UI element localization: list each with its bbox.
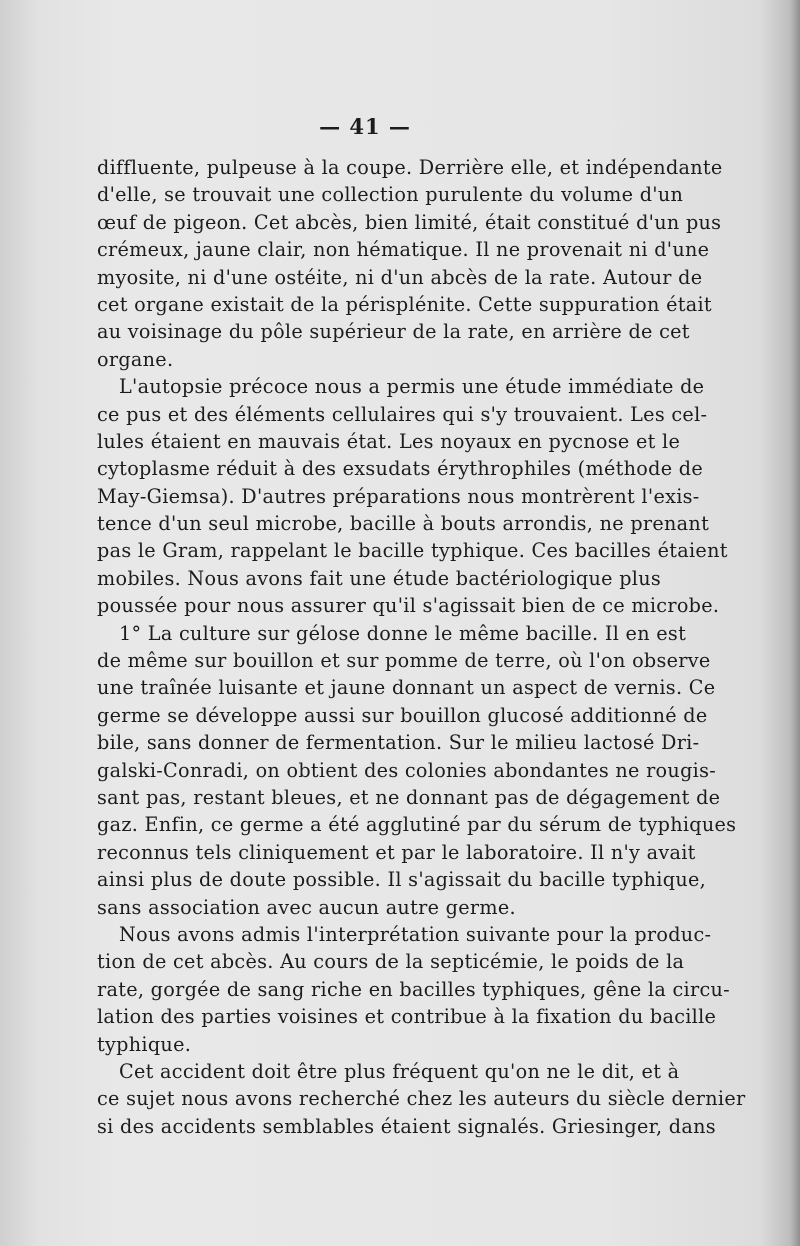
text-line: sant pas, restant bleues, et ne donnant pas de dégagement de <box>97 785 721 809</box>
text-line: ce sujet nous avons recherché chez les auteurs du siècle dernier <box>97 1087 746 1111</box>
text-line: diffluente, pulpeuse à la coupe. Derrière elle, et indépendante <box>97 156 723 179</box>
text-line: de même sur bouillon et sur pomme de terre, où l'on observe <box>97 649 711 673</box>
text-line: lation des parties voisines et contribue à la fixation du bacille <box>97 1005 717 1029</box>
text-line: cytoplasme réduit à des exsudats érythrophiles (méthode de <box>97 457 704 481</box>
paragraph-4 <box>97 921 730 1058</box>
text-line: myosite, ni d'une ostéite, ni d'un abcès de la rate. Autour de <box>97 265 703 289</box>
page-number: — 41 — <box>319 114 411 139</box>
body-text <box>97 154 746 1140</box>
paragraph-1 <box>97 154 723 373</box>
text-line: ce pus et des éléments cellulaires qui s'y trouvaient. Les cel- <box>97 402 708 426</box>
text-line: tence d'un seul microbe, bacille à bouts arrondis, ne prenant <box>97 512 710 536</box>
text-line: 1° La culture sur gélose donne le même bacille. Il en est <box>119 621 687 645</box>
text-line: au voisinage du pôle supérieur de la rate, en arrière de cet <box>97 320 690 344</box>
text-line: tion de cet abcès. Au cours de la septicémie, le poids de la <box>97 950 685 974</box>
text-line: organe. <box>97 347 174 371</box>
text-line: mobiles. Nous avons fait une étude bactériologique plus <box>97 566 662 590</box>
text-line: cet organe existait de la périsplénite. Cette suppuration était <box>97 292 712 316</box>
text-line: œuf de pigeon. Cet abcès, bien limité, était constitué d'un pus <box>97 210 722 234</box>
text-line: gaz. Enfin, ce germe a été agglutiné par du sérum de typhiques <box>97 813 737 837</box>
text-line: bile, sans donner de fermentation. Sur le milieu lactosé Dri- <box>97 731 700 755</box>
text-line: germe se développe aussi sur bouillon glucosé additionné de <box>97 703 708 727</box>
text-line: Nous avons admis l'interprétation suivante pour la produc- <box>119 922 712 946</box>
text-line: ainsi plus de doute possible. Il s'agissait du bacille typhique, <box>97 868 707 892</box>
text-line: si des accidents semblables étaient signalés. Griesinger, dans <box>97 1114 716 1138</box>
text-line: sans association avec aucun autre germe. <box>97 895 516 919</box>
text-line: rate, gorgée de sang riche en bacilles typhiques, gêne la circu- <box>97 977 730 1001</box>
text-line: lules étaient en mauvais état. Les noyaux en pycnose et le <box>97 429 681 453</box>
text-line: Cet accident doit être plus fréquent qu'on ne le dit, et à <box>119 1059 680 1083</box>
text-line: typhique. <box>97 1032 192 1056</box>
text-line: May-Giemsa). D'autres préparations nous montrèrent l'exis- <box>97 484 700 508</box>
text-line: L'autopsie précoce nous a permis une étude immédiate de <box>119 375 705 399</box>
paragraph-3 <box>97 620 737 921</box>
text-line: poussée pour nous assurer qu'il s'agissait bien de ce microbe. <box>97 594 720 618</box>
text-line: d'elle, se trouvait une collection purulente du volume d'un <box>97 183 684 207</box>
text-line: galski-Conradi, on obtient des colonies abondantes ne rougis- <box>97 758 717 782</box>
text-line: une traînée luisante et jaune donnant un aspect de vernis. Ce <box>97 676 716 700</box>
text-line: reconnus tels cliniquement et par le laboratoire. Il n'y avait <box>97 840 696 864</box>
paragraph-5 <box>97 1058 746 1140</box>
text-line: pas le Gram, rappelant le bacille typhique. Ces bacilles étaient <box>97 539 728 563</box>
text-line: crémeux, jaune clair, non hématique. Il ne provenait ni d'une <box>97 238 710 262</box>
paragraph-2 <box>97 373 728 620</box>
